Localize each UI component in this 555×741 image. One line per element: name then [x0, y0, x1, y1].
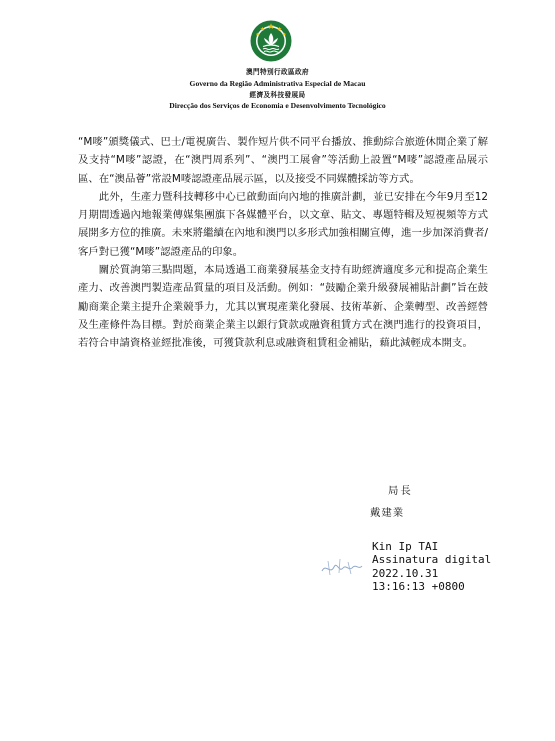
- digital-signature-time: 13:16:13 +0800: [372, 580, 465, 594]
- macau-emblem: [249, 19, 293, 65]
- header-government-pt: Governo da Região Administrativa Especial de Macau: [189, 79, 366, 88]
- paragraph-2: 此外，生產力暨科技轉移中心已啟動面向內地的推廣計劃，並已安排在今年9月至12月期間透過內地報業傳媒集團旗下各媒體平台，以文章、貼文、專題特輯及短視頻等方式展開多方位的推廣。未來將繼續在內地和澳門以多形式加強相關宣傳，進一步加深消費者/客戶對已獲“M嘜”認證產品的印象。: [78, 190, 488, 258]
- handwritten-signature-mark: [318, 553, 366, 579]
- signatory-name: 戴建業: [370, 507, 405, 519]
- paragraph-3: 關於質詢第三點問題，本局透過工商業發展基金支持有助經濟適度多元和提高企業生產力、改善澳門製造產品質量的項目及活動。例如：“鼓勵企業升級發展補貼計劃”旨在鼓勵商業企業主提升企業競爭力，尤其以實現產業化發展、技術革新、企業轉型、改善經營及生產條件為目標。對於商業企業主以銀行貸款或融資租賃方式在澳門進行的投資項目，若符合申請資格並經批准後，可獲貸款利息或融資租賃租金補貼，藉此減輕成本開支。: [78, 264, 488, 350]
- document-body: [78, 133, 488, 353]
- header-department-pt: Direcção dos Serviços de Economia e Desenvolvimento Tecnológico: [169, 101, 386, 110]
- header-department-zh: 經濟及科技發展局: [249, 91, 306, 99]
- signatory-title: 局長: [388, 485, 413, 497]
- digital-signature-label: Assinatura digital: [372, 553, 492, 567]
- header-government-zh: 澳門特別行政區政府: [246, 68, 309, 76]
- digital-signature-name: Kin Ip TAI: [372, 540, 439, 553]
- digital-signature-block: [372, 540, 491, 594]
- paragraph-1: “M嘜”頒獎儀式、巴士/電視廣告、製作短片供不同平台播放、推動綜合旅遊休閒企業了解及支持“M嘜”認證，在“澳門周系列”、“澳門工展會”等活動上設置“M嘜”認證產品展示區、在“澳品薈”常設M嘜認證產品展示區，以及接受不同媒體採訪等方式。: [78, 136, 488, 185]
- digital-signature-date: 2022.10.31: [372, 566, 439, 580]
